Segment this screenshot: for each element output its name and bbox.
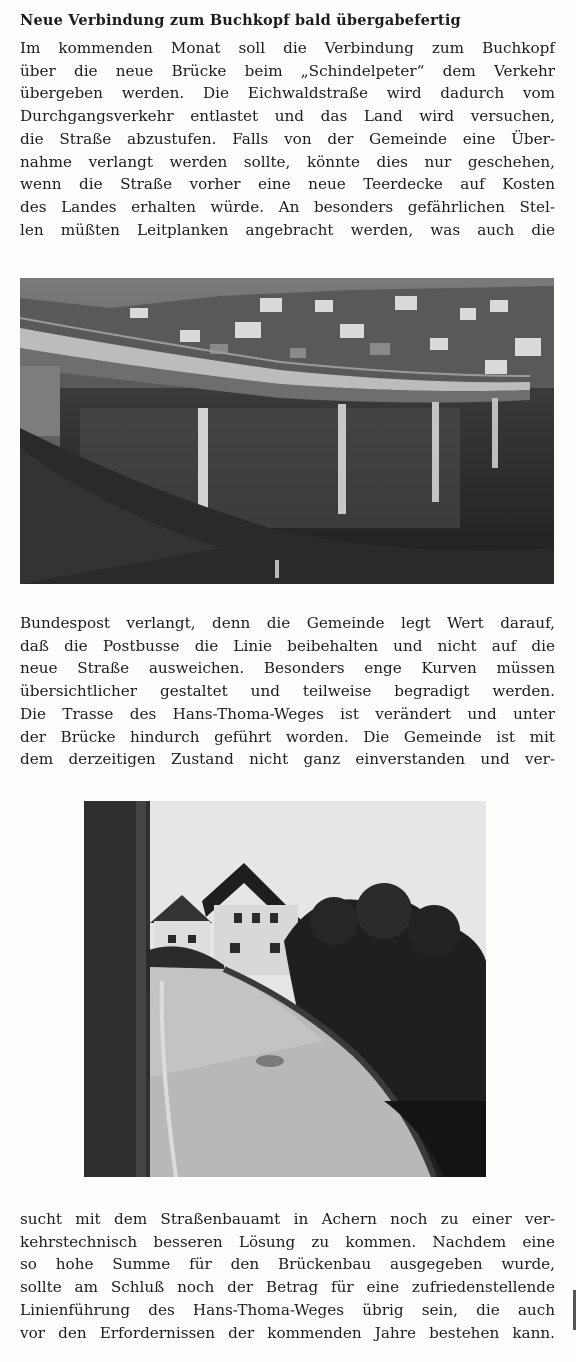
article-headline: Neue Verbindung zum Buchkopf bald übergabefertig: [20, 12, 461, 29]
road-photo: [84, 801, 486, 1177]
text-line: vor den Erfordernissen der kommenden Jahre bestehen kann.: [20, 1323, 555, 1342]
text-line: Durchgangsverkehr entlastet und das Land wird versuchen,: [20, 107, 555, 126]
text-line: übersichtlicher gestaltet und teilweise begradigt werden.: [20, 682, 555, 701]
bridge-photo: [20, 278, 554, 584]
text-line: über die neue Brücke beim „Schindelpeter“ dem Verkehr: [20, 61, 555, 80]
text-line: wenn die Straße vorher eine neue Teerdecke auf Kosten: [20, 175, 555, 194]
text-line: der Brücke hindurch geführt worden. Die Gemeinde ist mit: [20, 727, 555, 746]
text-line: Linienführung des Hans-Thoma-Weges übrig sein, die auch: [20, 1300, 555, 1319]
text-line: sollte am Schluß noch der Betrag für eine zufriedenstellende: [20, 1278, 555, 1297]
text-line: len müßten Leitplanken angebracht werden, was auch die: [20, 220, 555, 239]
text-line: sucht mit dem Straßenbauamt in Achern noch zu einer ver-: [20, 1210, 555, 1228]
text-line: Bundespost verlangt, denn die Gemeinde legt Wert darauf,: [20, 614, 555, 632]
paragraph-1: [20, 37, 555, 241]
text-line: Im kommenden Monat soll die Verbindung zum Buchkopf: [20, 39, 555, 57]
text-line: nahme verlangt werden sollte, könnte dies nur geschehen,: [20, 152, 555, 171]
text-line: daß die Postbusse die Linie beibehalten und nicht auf die: [20, 636, 555, 655]
text-line: Die Trasse des Hans-Thoma-Weges ist verändert und unter: [20, 704, 555, 723]
text-line: neue Straße ausweichen. Besonders enge Kurven müssen: [20, 659, 555, 678]
text-line: dem derzeitigen Zustand nicht ganz einverstanden und ver-: [20, 750, 555, 769]
text-line: des Landes erhalten würde. An besonders gefährlichen Stel-: [20, 197, 555, 216]
text-line: übergeben werden. Die Eichwaldstraße wird dadurch vom: [20, 84, 555, 103]
text-line: die Straße abzustufen. Falls von der Gemeinde eine Über-: [20, 129, 555, 148]
text-line: kehrstechnisch besseren Lösung zu kommen. Nachdem eine: [20, 1232, 555, 1251]
paragraph-2: [20, 612, 555, 771]
text-line: so hohe Summe für den Brückenbau ausgegeben wurde,: [20, 1255, 555, 1274]
paragraph-3: [20, 1208, 555, 1344]
